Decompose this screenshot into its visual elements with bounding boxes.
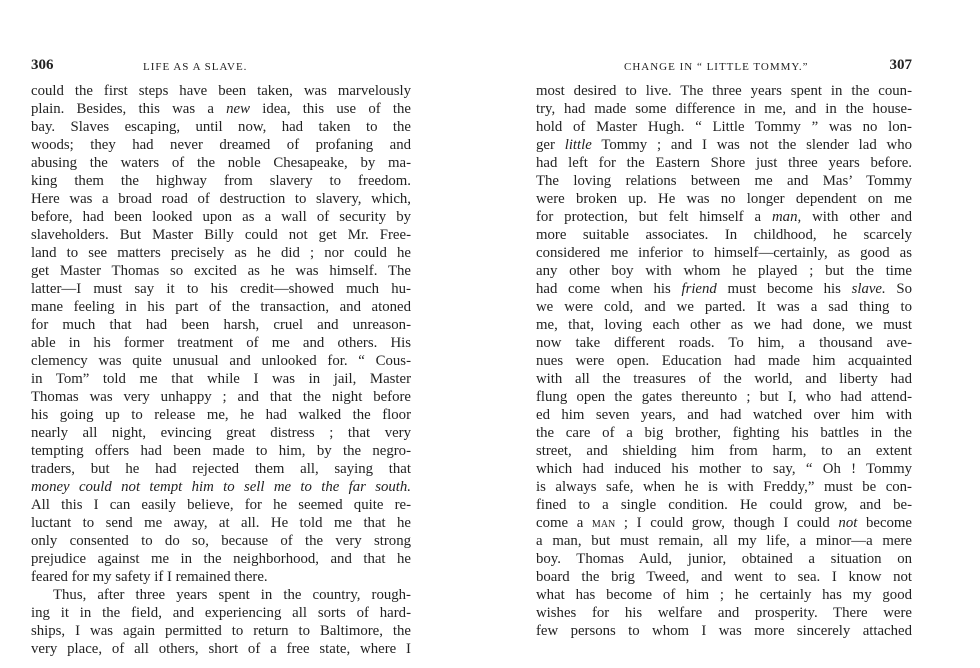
text-run: latter—I must say it to his credit—showed much hu- <box>31 281 411 297</box>
text-run: in Tom” told me that while I was in jail, Master <box>31 371 411 387</box>
text-run: Thomas was very unhappy ; and that the night before <box>31 389 411 405</box>
right-page-body <box>536 82 912 640</box>
text-run: nues were open. Education had made him acquainted <box>536 353 912 369</box>
text-run: very place, of all others, short of a free state, where I <box>31 641 411 657</box>
text-run: feared for my safety if I remained there. <box>31 569 268 585</box>
text-run: clemency was quite unusual and unlooked for. “ Cous- <box>31 353 411 369</box>
text-run: with other and <box>801 209 912 225</box>
text-line <box>536 532 912 550</box>
text-run: which had induced his mother to say, “ Oh ! Tommy <box>536 461 912 477</box>
text-run: flung open the gates thereunto ; but I, who had attend- <box>536 389 912 405</box>
text-line <box>536 334 912 352</box>
text-run: plain. Besides, this was a <box>31 101 227 117</box>
text-run: luctant to send me away, at all. He told me that he <box>31 515 411 531</box>
text-line <box>536 478 912 496</box>
text-run: hold of Master Hugh. “ Little Tommy ” was no lon- <box>536 119 912 135</box>
text-run: king them the highway from slavery to freedom. <box>31 173 411 189</box>
text-run: any other boy with whom he played ; but the time <box>536 263 912 279</box>
right-page <box>536 0 912 668</box>
text-run: land to see matters precisely as he did ; nor could he <box>31 245 411 261</box>
text-line <box>31 604 411 622</box>
text-run: prejudice against me in the neighborhood, and that he <box>31 551 411 567</box>
text-line <box>536 622 912 640</box>
text-run: we were cold, and we parted. It was a sad thing to <box>536 299 912 315</box>
text-run: street, and shielding him from harm, to an extent <box>536 443 912 459</box>
text-line <box>31 388 411 406</box>
text-run: The loving relations between me and Mas’ Tommy <box>536 173 912 189</box>
text-line <box>536 568 912 586</box>
text-line <box>536 370 912 388</box>
text-run: Here was a broad road of destruction to slavery, which, <box>31 191 411 207</box>
text-run: ing it in the field, and experiencing all sorts of hard- <box>31 605 411 621</box>
left-running-title: LIFE AS A SLAVE. <box>143 61 248 73</box>
text-run: had come when his <box>536 281 682 297</box>
text-run: idea, this use of the <box>249 101 411 117</box>
text-run: ; I could grow, though I could <box>615 515 839 531</box>
text-line <box>31 262 411 280</box>
text-line <box>536 406 912 424</box>
text-run: few persons to whom I was more sincerely attached <box>536 623 912 639</box>
text-run: mane feeling in his part of the transaction, and atoned <box>31 299 411 315</box>
text-line <box>31 370 411 388</box>
text-run: traders, but he had rejected them all, saying that <box>31 461 411 477</box>
italic-text: slave. <box>851 281 886 297</box>
italic-text: friend <box>681 281 717 297</box>
text-run: his going up to release me, he had walked the floor <box>31 407 411 423</box>
text-line <box>31 568 411 586</box>
text-line <box>536 550 912 568</box>
text-run: ed him seven years, and had watched over him with <box>536 407 912 423</box>
text-run: is always safe, when he is with Freddy,” must be con- <box>536 479 912 495</box>
text-line <box>536 514 912 532</box>
text-run: become <box>857 515 912 531</box>
text-line <box>536 262 912 280</box>
text-line <box>31 316 411 334</box>
text-run: most desired to live. The three years spent in the coun- <box>536 83 912 99</box>
text-run: slaveholders. But Master Billy could not get Mr. Free- <box>31 227 411 243</box>
text-line <box>31 334 411 352</box>
text-run: wishes for his welfare and prosperity. There were <box>536 605 912 621</box>
right-running-head <box>536 59 912 79</box>
text-run: had left for the Eastern Shore just three years before. <box>536 155 912 171</box>
text-line <box>31 244 411 262</box>
text-line <box>536 190 912 208</box>
text-line <box>31 136 411 154</box>
text-line <box>31 496 411 514</box>
text-line <box>31 352 411 370</box>
italic-text: money could not tempt him to sell me to the far south. <box>31 479 411 495</box>
text-line <box>31 154 411 172</box>
text-line <box>536 172 912 190</box>
text-run: fined to a single condition. He could grow, and be- <box>536 497 912 513</box>
text-line <box>31 190 411 208</box>
text-line <box>536 316 912 334</box>
text-run: considered me inferior to himself—certainly, as good as <box>536 245 912 261</box>
left-page-body <box>31 82 411 658</box>
text-line <box>31 424 411 442</box>
text-run: before, had been looked upon as a wall of security by <box>31 209 411 225</box>
italic-text: new <box>226 101 250 117</box>
text-line <box>536 424 912 442</box>
text-run: abusing the waters of the noble Chesapeake, by ma- <box>31 155 411 171</box>
text-run: board the brig Tweed, and went to sea. I know not <box>536 569 912 585</box>
text-run: more suitable associates. In childhood, he scarcely <box>536 227 912 243</box>
text-run: come a <box>536 515 592 531</box>
text-run: nearly all night, evincing great distress ; that very <box>31 425 411 441</box>
italic-text: little <box>564 137 592 153</box>
text-line <box>31 298 411 316</box>
text-run: Tommy ; and I was not the slender lad who <box>591 137 912 153</box>
text-run: ger <box>536 137 565 153</box>
text-run: bay. Slaves escaping, until now, had taken to the <box>31 119 411 135</box>
text-line <box>31 460 411 478</box>
text-run: now take different roads. To him, a thousand ave- <box>536 335 912 351</box>
text-run: were broken up. He was no longer dependent on me <box>536 191 912 207</box>
text-line <box>536 496 912 514</box>
text-line <box>31 100 411 118</box>
text-run: Thus, after three years spent in the country, rough- <box>53 587 411 603</box>
text-run: able in his former treatment of me and others. His <box>31 335 411 351</box>
text-run: me, that, loving each other as we had done, we must <box>536 317 912 333</box>
text-line <box>31 208 411 226</box>
text-run: tempting offers had been made to him, by the negro- <box>31 443 411 459</box>
text-line <box>31 406 411 424</box>
text-run: ships, I was again permitted to return to Baltimore, the <box>31 623 411 639</box>
right-page-number: 307 <box>889 57 912 73</box>
text-line <box>31 82 411 100</box>
text-line <box>536 118 912 136</box>
left-page <box>31 0 411 668</box>
text-run: could the first steps have been taken, was marvelously <box>31 83 411 99</box>
text-run: must become his <box>716 281 852 297</box>
text-line <box>31 478 411 496</box>
text-line <box>536 586 912 604</box>
text-line <box>31 532 411 550</box>
text-run: boy. Thomas Auld, junior, obtained a situation on <box>536 551 912 567</box>
text-run: try, had made some difference in me, and in the house- <box>536 101 912 117</box>
text-run: a man, but must remain, all my life, a minor—a mere <box>536 533 912 549</box>
text-line <box>536 226 912 244</box>
text-run: All this I can easily believe, for he seemed quite re- <box>31 497 411 513</box>
text-run: for protection, but felt himself a <box>536 209 772 225</box>
text-line <box>31 442 411 460</box>
small-caps-text: man <box>591 515 616 531</box>
text-run: for much that had been harsh, cruel and unreason- <box>31 317 411 333</box>
text-line <box>536 604 912 622</box>
text-line <box>536 280 912 298</box>
text-line <box>31 226 411 244</box>
italic-text: not <box>838 515 858 531</box>
text-line <box>536 208 912 226</box>
text-line <box>536 352 912 370</box>
text-line <box>31 640 411 658</box>
text-run: the care of a big brother, fighting his battles in the <box>536 425 912 441</box>
text-line <box>31 622 411 640</box>
text-line <box>536 388 912 406</box>
text-line <box>536 298 912 316</box>
left-running-head <box>31 59 411 79</box>
text-line <box>536 244 912 262</box>
text-line <box>536 136 912 154</box>
text-line <box>536 82 912 100</box>
left-page-number: 306 <box>31 57 54 73</box>
text-run: what has become of him ; he certainly has my good <box>536 587 912 603</box>
text-line <box>31 514 411 532</box>
text-run: with all the treasures of the world, and liberty had <box>536 371 912 387</box>
text-line <box>31 280 411 298</box>
right-running-title: CHANGE IN “ LITTLE TOMMY.” <box>624 61 809 73</box>
text-line <box>536 460 912 478</box>
italic-text: man, <box>772 209 802 225</box>
text-run: woods; they had never dreamed of profaning and <box>31 137 411 153</box>
text-line <box>31 586 411 604</box>
text-line <box>31 118 411 136</box>
text-run: get Master Thomas so excited as he was himself. The <box>31 263 411 279</box>
text-line <box>31 172 411 190</box>
text-line <box>536 442 912 460</box>
text-line <box>31 550 411 568</box>
text-line <box>536 154 912 172</box>
text-run: So <box>885 281 912 297</box>
text-run: only consented to do so, because of the very strong <box>31 533 411 549</box>
text-line <box>536 100 912 118</box>
